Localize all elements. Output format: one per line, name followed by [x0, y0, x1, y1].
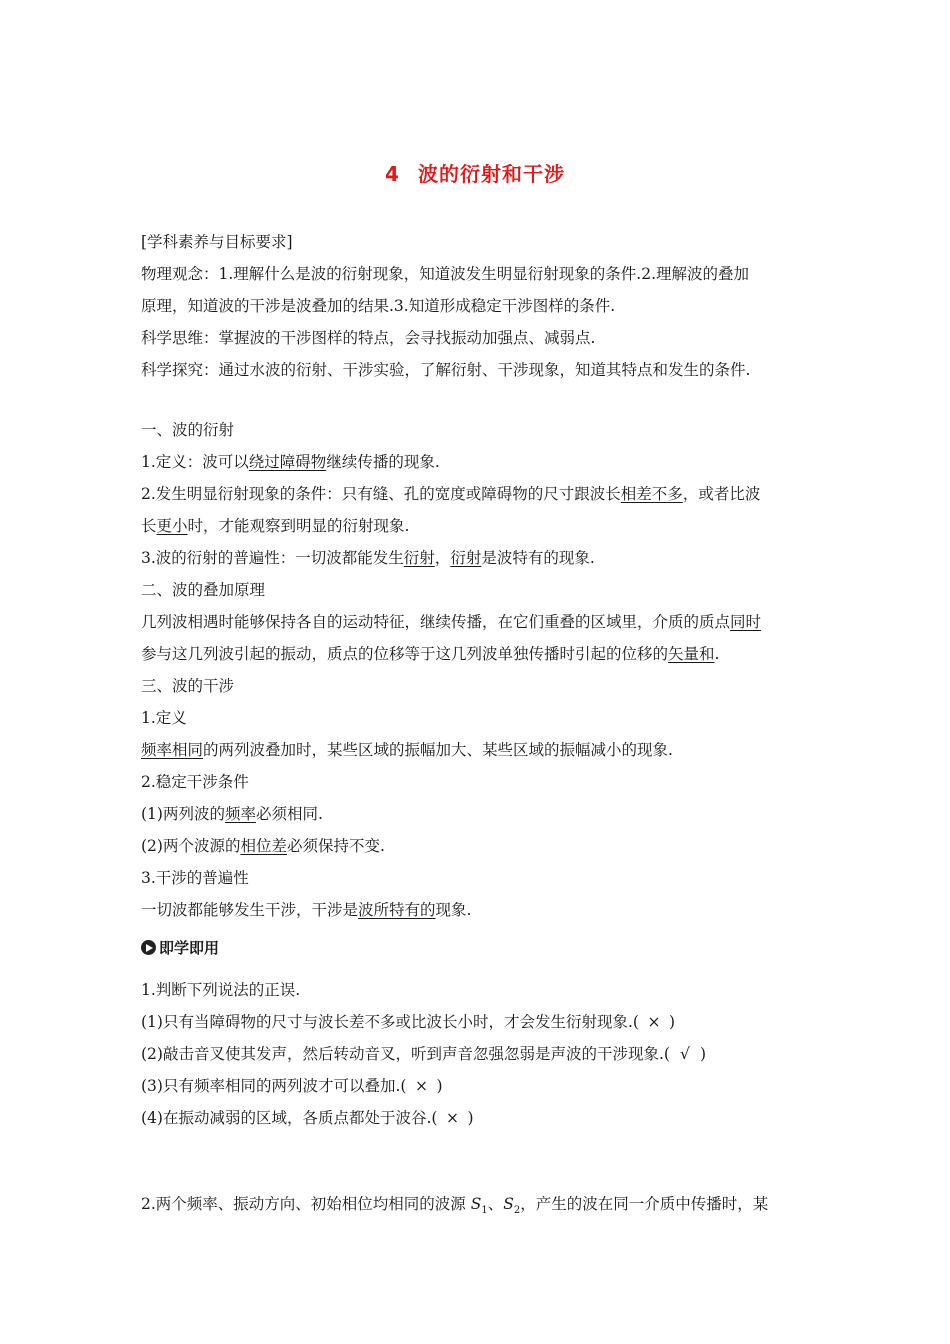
sec3-universality-heading: 3.干涉的普遍性 [141, 869, 249, 887]
text: 是波特有的现象. [481, 549, 595, 567]
answer-blank: 绕过障碍物 [248, 453, 327, 471]
answer-blank: 衍射 [403, 549, 435, 567]
goals-heading: [学科素养与目标要求] [141, 233, 293, 251]
text: 长 [141, 517, 157, 535]
question-1-item-4 [141, 1107, 813, 1129]
text: ) [436, 1077, 443, 1095]
sec3-condition-1 [141, 803, 813, 825]
sec1-universality [141, 547, 813, 569]
text: 3.波的衍射的普遍性：一切波都能发生 [141, 549, 404, 567]
sec1-definition [141, 451, 813, 473]
text: ) [668, 1013, 675, 1031]
text: (2)两个波源的 [141, 837, 241, 855]
question-1: 1.判断下列说法的正误. [141, 981, 301, 999]
answer-blank: 波所特有的 [358, 901, 436, 919]
goals-physics-line-2: 原理，知道波的干涉是波叠加的结果.3.知道形成稳定干涉图样的条件. [141, 297, 616, 315]
text: (1)只有当障碍物的尺寸与波长差不多或比波长小时，才会发生衍射现象.( [141, 1013, 639, 1031]
section-number: 4 [385, 162, 400, 186]
play-circle-icon [141, 940, 156, 955]
text: ) [467, 1109, 474, 1127]
answer-blank: 相位差 [240, 837, 287, 855]
source-symbol: S [470, 1195, 482, 1213]
title-text: 波的衍射和干涉 [417, 162, 565, 186]
text: 2.发生明显衍射现象的条件：只有缝、孔的宽度或障碍物的尺寸跟波长 [141, 485, 621, 503]
text: 几列波相遇时能够保持各自的运动特征，继续传播，在它们重叠的区域里，介质的质点 [141, 613, 731, 631]
text: 时，才能观察到明显的衍射现象. [187, 517, 410, 535]
sec3-condition-heading: 2.稳定干涉条件 [141, 773, 249, 791]
subscript: 1 [481, 1205, 488, 1217]
question-2 [141, 1193, 813, 1222]
question-1-item-3 [141, 1075, 813, 1097]
sec3-heading: 三、波的干涉 [141, 677, 235, 695]
text: ，或者比波 [682, 485, 761, 503]
sec2-paragraph-line-2 [141, 643, 813, 665]
sec1-condition-line-1 [141, 483, 813, 505]
text: 必须相同. [255, 805, 323, 823]
answer-blank: 相差不多 [620, 485, 683, 503]
text: (2)敲击音叉使其发声，然后转动音叉，听到声音忽强忽弱是声波的干涉现象.( [141, 1045, 670, 1063]
text: 继续传播的现象. [326, 453, 440, 471]
wrong-mark: × [414, 1077, 428, 1095]
goals-physics-line-1: 物理观念：1.理解什么是波的衍射现象，知道波发生明显衍射现象的条件.2.理解波的叠加 [141, 265, 750, 283]
goals-thinking: 科学思维：掌握波的干涉图样的特点，会寻找振动加强点、减弱点. [141, 329, 596, 347]
sec1-condition-line-2 [141, 515, 813, 537]
question-1-item-2 [141, 1043, 813, 1065]
question-1-item-1 [141, 1011, 813, 1033]
text: (1)两列波的 [141, 805, 225, 823]
source-symbol: S [503, 1195, 514, 1213]
text: 一切波都能够发生干涉，干涉是 [141, 901, 359, 919]
text: 必须保持不变. [286, 837, 385, 855]
answer-blank: 衍射 [450, 549, 482, 567]
text: 2.两个频率、振动方向、初始相位均相同的波源 [141, 1195, 471, 1213]
text: ) [699, 1045, 706, 1063]
text: 的两列波叠加时，某些区域的振幅加大、某些区域的振幅减小的现象. [203, 741, 673, 759]
check-mark: √ [679, 1045, 690, 1063]
text: 现象. [435, 901, 472, 919]
sec3-definition [141, 739, 813, 761]
page-title [0, 158, 950, 187]
answer-blank: 频率 [224, 805, 256, 823]
text: ，产生的波在同一介质中传播时，某 [520, 1195, 769, 1213]
wrong-mark: × [647, 1013, 661, 1031]
practice-heading-text: 即学即用 [159, 939, 220, 957]
sec3-universality [141, 899, 813, 921]
sec2-paragraph-line-1 [141, 611, 813, 633]
answer-blank: 同时 [730, 613, 762, 631]
answer-blank: 频率相同 [141, 741, 204, 759]
text: 参与这几列波引起的振动，质点的位移等于这几列波单独传播时引起的位移的 [141, 645, 669, 663]
text: 1.定义：波可以 [141, 453, 249, 471]
answer-blank: 更小 [156, 517, 188, 535]
text: ， [434, 549, 451, 567]
subscript: 2 [513, 1205, 521, 1217]
answer-blank: 矢量和 [668, 645, 715, 663]
text: (3)只有频率相同的两列波才可以叠加.( [141, 1077, 407, 1095]
sec3-condition-2 [141, 835, 813, 857]
text: 、 [487, 1195, 504, 1213]
sec3-definition-heading: 1.定义 [141, 709, 187, 727]
sec2-heading: 二、波的叠加原理 [141, 581, 266, 599]
text: (4)在振动减弱的区域，各质点都处于波谷.( [141, 1109, 438, 1127]
wrong-mark: × [445, 1109, 459, 1127]
goals-inquiry: 科学探究：通过水波的衍射、干涉实验，了解衍射、干涉现象，知道其特点和发生的条件. [141, 361, 751, 379]
practice-heading [141, 937, 813, 959]
text: . [714, 645, 720, 663]
sec1-heading: 一、波的衍射 [141, 421, 235, 439]
